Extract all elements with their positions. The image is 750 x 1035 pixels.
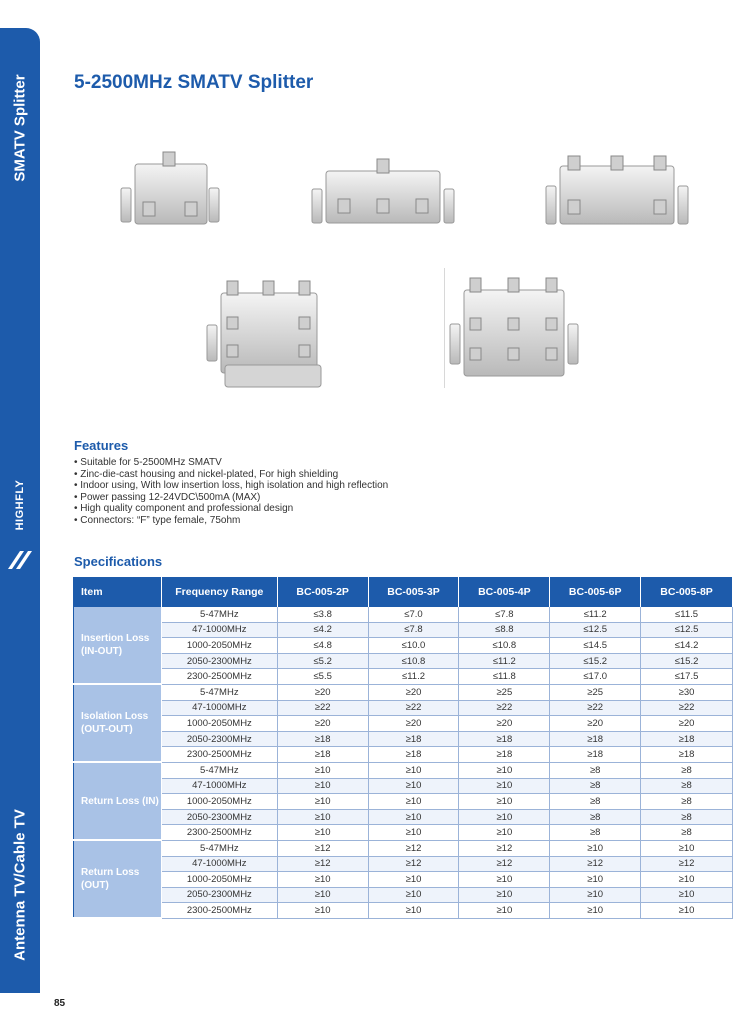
table-row xyxy=(74,716,733,732)
table-row xyxy=(74,622,733,638)
value-cell: ≤7.8 xyxy=(368,622,459,638)
value-cell: ≥10 xyxy=(550,872,641,888)
splitter-3way-image xyxy=(308,155,458,235)
value-cell: ≥25 xyxy=(459,684,550,700)
value-cell: ≥22 xyxy=(550,700,641,716)
value-cell: ≥10 xyxy=(459,903,550,919)
frequency-cell: 5-47MHz xyxy=(161,762,277,778)
value-cell: ≥18 xyxy=(550,747,641,763)
value-cell: ≥12 xyxy=(459,856,550,872)
value-cell: ≤4.8 xyxy=(277,638,368,654)
value-cell: ≤17.0 xyxy=(550,669,641,685)
table-row xyxy=(74,840,733,856)
table-row xyxy=(74,856,733,872)
value-cell: ≥20 xyxy=(368,716,459,732)
table-row xyxy=(74,638,733,654)
value-cell: ≥8 xyxy=(550,778,641,794)
value-cell: ≥10 xyxy=(459,762,550,778)
splitter-2way-image xyxy=(115,146,225,236)
value-cell: ≥22 xyxy=(277,700,368,716)
value-cell: ≥8 xyxy=(641,794,733,810)
value-cell: ≤10.8 xyxy=(459,638,550,654)
frequency-cell: 5-47MHz xyxy=(161,840,277,856)
frequency-cell: 2300-2500MHz xyxy=(161,825,277,841)
value-cell: ≥20 xyxy=(368,684,459,700)
value-cell: ≥10 xyxy=(459,778,550,794)
value-cell: ≤15.2 xyxy=(550,653,641,669)
frequency-cell: 5-47MHz xyxy=(161,684,277,700)
frequency-cell: 2050-2300MHz xyxy=(161,731,277,747)
table-row xyxy=(74,669,733,685)
value-cell: ≤3.8 xyxy=(277,607,368,623)
value-cell: ≥10 xyxy=(368,762,459,778)
value-cell: ≥18 xyxy=(459,747,550,763)
frequency-cell: 2050-2300MHz xyxy=(161,809,277,825)
value-cell: ≥10 xyxy=(277,887,368,903)
value-cell: ≤15.2 xyxy=(641,653,733,669)
group-label: Insertion Loss (IN-OUT) xyxy=(74,607,162,685)
header-model: BC-005-3P xyxy=(368,578,459,607)
value-cell: ≥10 xyxy=(368,825,459,841)
brand-logo xyxy=(0,465,40,575)
frequency-cell: 2050-2300MHz xyxy=(161,887,277,903)
table-row xyxy=(74,762,733,778)
sidebar-section-label xyxy=(0,68,40,188)
feature-item: • Connectors: “F” type female, 75ohm xyxy=(74,515,388,527)
table-row xyxy=(74,653,733,669)
value-cell: ≥10 xyxy=(641,887,733,903)
value-cell: ≤7.8 xyxy=(459,607,550,623)
value-cell: ≥10 xyxy=(368,872,459,888)
value-cell: ≥18 xyxy=(368,731,459,747)
value-cell: ≥18 xyxy=(641,747,733,763)
specifications-heading: Specifications xyxy=(74,554,163,569)
feature-item: • Suitable for 5-2500MHz SMATV xyxy=(74,457,388,469)
value-cell: ≥10 xyxy=(550,840,641,856)
value-cell: ≤14.5 xyxy=(550,638,641,654)
value-cell: ≤17.5 xyxy=(641,669,733,685)
value-cell: ≥10 xyxy=(277,872,368,888)
value-cell: ≥22 xyxy=(368,700,459,716)
table-row xyxy=(74,700,733,716)
value-cell: ≤11.2 xyxy=(550,607,641,623)
value-cell: ≤14.2 xyxy=(641,638,733,654)
value-cell: ≥20 xyxy=(277,684,368,700)
table-row xyxy=(74,825,733,841)
value-cell: ≥22 xyxy=(641,700,733,716)
value-cell: ≥18 xyxy=(277,731,368,747)
sidebar-top-text: SMATV Splitter xyxy=(11,74,29,182)
value-cell: ≥12 xyxy=(277,856,368,872)
value-cell: ≥10 xyxy=(459,887,550,903)
value-cell: ≥20 xyxy=(550,716,641,732)
value-cell: ≥10 xyxy=(277,809,368,825)
header-item: Item xyxy=(74,578,162,607)
value-cell: ≥10 xyxy=(277,778,368,794)
value-cell: ≤5.5 xyxy=(277,669,368,685)
feature-item: • Indoor using, With low insertion loss, high isolation and high reflection xyxy=(74,480,388,492)
value-cell: ≤12.5 xyxy=(550,622,641,638)
value-cell: ≥8 xyxy=(641,762,733,778)
frequency-cell: 47-1000MHz xyxy=(161,856,277,872)
value-cell: ≥20 xyxy=(459,716,550,732)
value-cell: ≥10 xyxy=(459,825,550,841)
value-cell: ≤4.2 xyxy=(277,622,368,638)
table-row xyxy=(74,731,733,747)
header-model: BC-005-8P xyxy=(641,578,733,607)
value-cell: ≥8 xyxy=(550,794,641,810)
value-cell: ≥30 xyxy=(641,684,733,700)
sidebar-category-label xyxy=(0,800,40,970)
splitter-6way-image xyxy=(205,273,333,393)
value-cell: ≥10 xyxy=(550,903,641,919)
value-cell: ≥8 xyxy=(550,762,641,778)
value-cell: ≥8 xyxy=(550,809,641,825)
table-row xyxy=(74,794,733,810)
table-row xyxy=(74,607,733,623)
value-cell: ≥12 xyxy=(550,856,641,872)
page-title: 5-2500MHz SMATV Splitter xyxy=(74,72,314,93)
table-row xyxy=(74,887,733,903)
value-cell: ≥10 xyxy=(459,794,550,810)
group-label: Isolation Loss (OUT-OUT) xyxy=(74,684,162,762)
group-label: Return Loss (OUT) xyxy=(74,840,162,918)
specifications-table xyxy=(73,577,733,919)
value-cell: ≤10.0 xyxy=(368,638,459,654)
value-cell: ≥12 xyxy=(368,856,459,872)
value-cell: ≤11.2 xyxy=(459,653,550,669)
table-body xyxy=(74,607,733,919)
value-cell: ≥12 xyxy=(459,840,550,856)
value-cell: ≥10 xyxy=(641,840,733,856)
value-cell: ≥10 xyxy=(641,903,733,919)
value-cell: ≤12.5 xyxy=(641,622,733,638)
value-cell: ≥12 xyxy=(277,840,368,856)
brand-name: HIGHFLY xyxy=(14,479,26,531)
frequency-cell: 1000-2050MHz xyxy=(161,794,277,810)
header-model: BC-005-6P xyxy=(550,578,641,607)
value-cell: ≥18 xyxy=(641,731,733,747)
value-cell: ≥25 xyxy=(550,684,641,700)
frequency-cell: 47-1000MHz xyxy=(161,778,277,794)
value-cell: ≥18 xyxy=(277,747,368,763)
feature-item: • Power passing 12-24VDC\500mA (MAX) xyxy=(74,492,388,504)
frequency-cell: 2300-2500MHz xyxy=(161,669,277,685)
table-row xyxy=(74,778,733,794)
value-cell: ≥10 xyxy=(277,762,368,778)
value-cell: ≥10 xyxy=(368,809,459,825)
value-cell: ≤8.8 xyxy=(459,622,550,638)
image-divider xyxy=(444,268,445,388)
splitter-4way-image xyxy=(542,152,692,236)
value-cell: ≤11.5 xyxy=(641,607,733,623)
value-cell: ≤10.8 xyxy=(368,653,459,669)
value-cell: ≥12 xyxy=(368,840,459,856)
value-cell: ≤5.2 xyxy=(277,653,368,669)
value-cell: ≥22 xyxy=(459,700,550,716)
value-cell: ≥10 xyxy=(277,794,368,810)
value-cell: ≥10 xyxy=(550,887,641,903)
value-cell: ≥18 xyxy=(368,747,459,763)
value-cell: ≥8 xyxy=(641,778,733,794)
value-cell: ≥20 xyxy=(277,716,368,732)
value-cell: ≤11.2 xyxy=(368,669,459,685)
value-cell: ≥12 xyxy=(641,856,733,872)
value-cell: ≥8 xyxy=(550,825,641,841)
value-cell: ≥18 xyxy=(459,731,550,747)
value-cell: ≥18 xyxy=(550,731,641,747)
table-row xyxy=(74,872,733,888)
value-cell: ≤7.0 xyxy=(368,607,459,623)
frequency-cell: 47-1000MHz xyxy=(161,622,277,638)
brand-mark-icon xyxy=(6,545,34,573)
value-cell: ≥10 xyxy=(641,872,733,888)
table-row xyxy=(74,809,733,825)
value-cell: ≤11.8 xyxy=(459,669,550,685)
feature-item: • High quality component and professional design xyxy=(74,503,388,515)
splitter-8way-image xyxy=(448,272,580,392)
sidebar-bottom-text: Antenna TV/Cable TV xyxy=(11,809,29,961)
value-cell: ≥10 xyxy=(368,794,459,810)
frequency-cell: 5-47MHz xyxy=(161,607,277,623)
frequency-cell: 2050-2300MHz xyxy=(161,653,277,669)
frequency-cell: 1000-2050MHz xyxy=(161,872,277,888)
value-cell: ≥8 xyxy=(641,809,733,825)
value-cell: ≥8 xyxy=(641,825,733,841)
header-model: BC-005-2P xyxy=(277,578,368,607)
value-cell: ≥10 xyxy=(459,872,550,888)
table-row xyxy=(74,903,733,919)
feature-item: • Zinc-die-cast housing and nickel-plated, For high shielding xyxy=(74,469,388,481)
value-cell: ≥10 xyxy=(368,887,459,903)
table-header-row xyxy=(74,578,733,607)
value-cell: ≥10 xyxy=(368,778,459,794)
value-cell: ≥10 xyxy=(368,903,459,919)
frequency-cell: 2300-2500MHz xyxy=(161,747,277,763)
frequency-cell: 1000-2050MHz xyxy=(161,716,277,732)
value-cell: ≥10 xyxy=(277,903,368,919)
table-row xyxy=(74,747,733,763)
table-row xyxy=(74,684,733,700)
features-heading: Features xyxy=(74,438,129,453)
frequency-cell: 47-1000MHz xyxy=(161,700,277,716)
frequency-cell: 2300-2500MHz xyxy=(161,903,277,919)
value-cell: ≥20 xyxy=(641,716,733,732)
value-cell: ≥10 xyxy=(277,825,368,841)
value-cell: ≥10 xyxy=(459,809,550,825)
features-list xyxy=(74,457,388,527)
frequency-cell: 1000-2050MHz xyxy=(161,638,277,654)
page-number: 85 xyxy=(54,998,66,1009)
header-model: BC-005-4P xyxy=(459,578,550,607)
header-frequency: Frequency Range xyxy=(161,578,277,607)
group-label: Return Loss (IN) xyxy=(74,762,162,840)
